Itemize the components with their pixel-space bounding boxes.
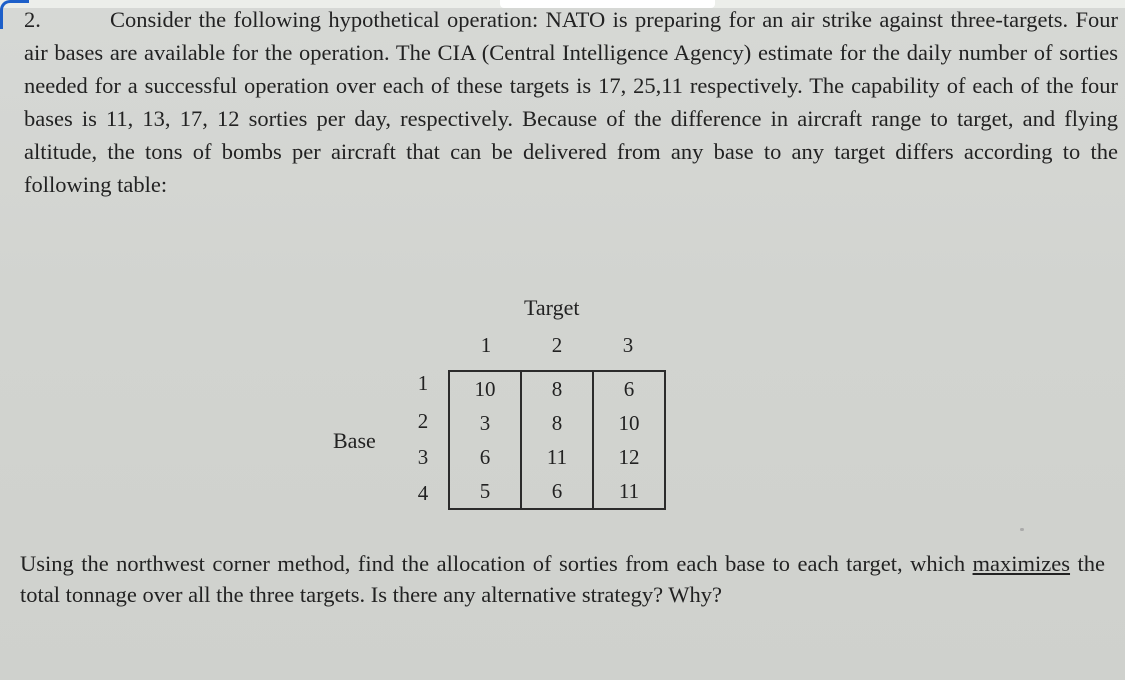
table-cell: 8 <box>521 371 593 406</box>
target-col-label-3: 3 <box>622 333 634 357</box>
table-cell: 3 <box>449 406 521 440</box>
table-cell: 11 <box>521 440 593 474</box>
table-cell: 8 <box>521 406 593 440</box>
tonnage-table <box>448 370 666 510</box>
question-part-1: Using the northwest corner method, find the allocation of sorties from each base to each target, which <box>20 551 973 576</box>
base-row-label-3: 3 <box>417 445 429 469</box>
table-cell: 5 <box>449 474 521 509</box>
smudge-mark <box>1020 528 1024 531</box>
base-row-label-4: 4 <box>417 481 429 505</box>
base-row-label-2: 2 <box>417 409 429 433</box>
table-cell: 12 <box>593 440 665 474</box>
base-heading: Base <box>333 428 376 453</box>
table-cell: 6 <box>593 371 665 406</box>
table-row <box>449 371 665 406</box>
table-cell: 11 <box>593 474 665 509</box>
table-row <box>449 406 665 440</box>
target-col-label-1: 1 <box>480 333 492 357</box>
table-row <box>449 440 665 474</box>
problem-text: Consider the following hypothetical operation: NATO is preparing for an air strike against three-targets. Four air bases are available for the operation. The CIA (Central Intelligence Agency) estimate for the daily number of sorties needed for a successful operation over each of these targets is 17, 25,11 respectively. The capability of each of the four bases is 11, 13, 17, 12 sorties per day, respectively. Because of the difference in aircraft range to target, and flying altitude, the tons of bombs per aircraft that can be delivered from any base to any target differs according to the following table: <box>24 7 1118 197</box>
table-cell: 6 <box>449 440 521 474</box>
table-cell: 10 <box>593 406 665 440</box>
problem-statement <box>24 3 1118 201</box>
question-text <box>20 548 1105 610</box>
base-row-label-1: 1 <box>417 371 429 395</box>
table-row <box>449 474 665 509</box>
problem-number: 2. <box>24 7 41 32</box>
question-part-2: the total tonnage over all the three targets. Is there any alternative strategy? Why? <box>20 551 1105 607</box>
question-emphasis: maximizes <box>972 551 1071 576</box>
target-col-label-2: 2 <box>551 333 563 357</box>
table-cell: 10 <box>449 371 521 406</box>
table-cell: 6 <box>521 474 593 509</box>
target-heading: Target <box>524 295 580 320</box>
